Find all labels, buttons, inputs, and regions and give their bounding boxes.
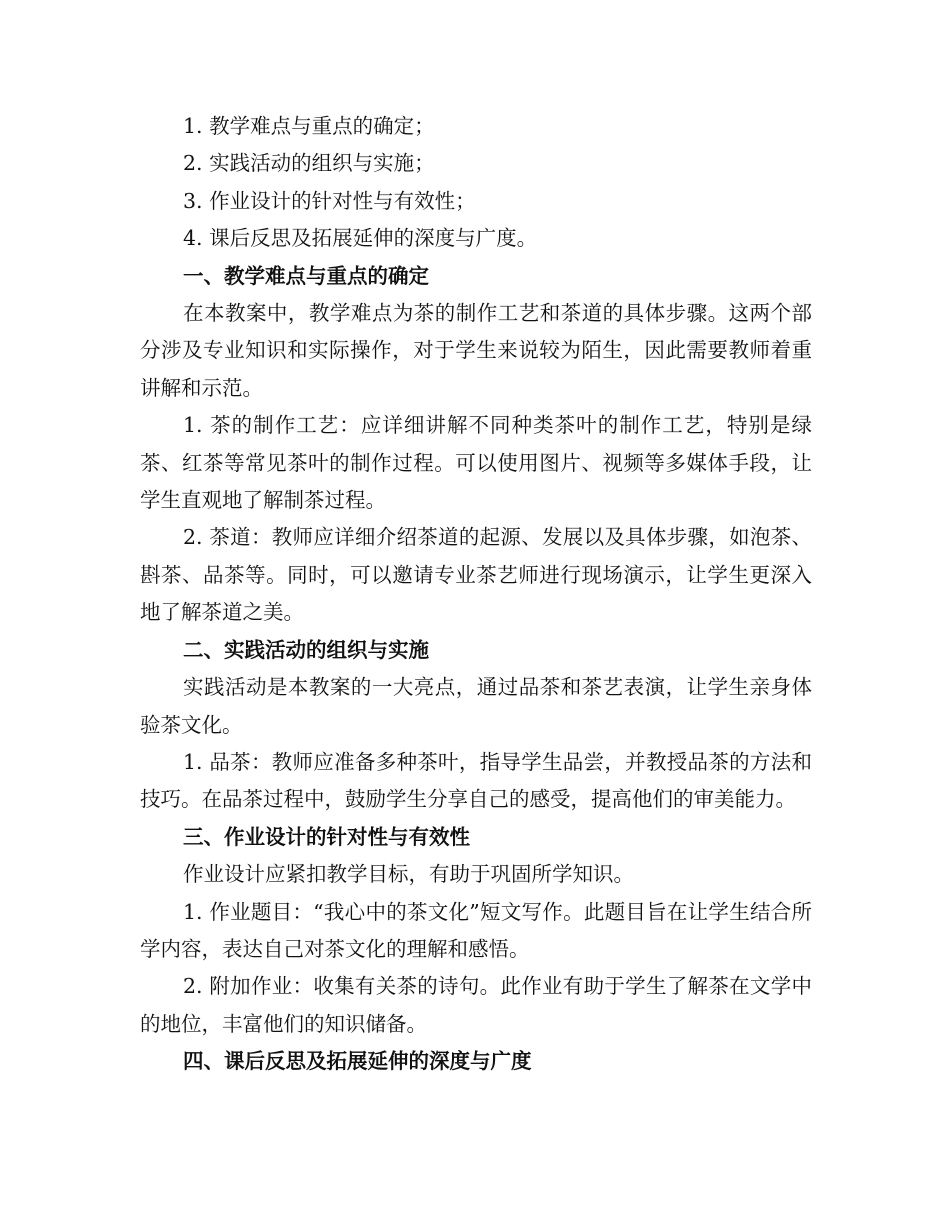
section-3-heading: 三、作业设计的针对性与有效性 [183, 824, 470, 849]
section-1-intro: 在本教案中，教学难点为茶的制作工艺和茶道的具体步骤。这两个部分涉及专业知识和实际操作，对于学生来说较为陌生，因此需要教师着重讲解和示范。 [140, 301, 812, 400]
section-1-heading: 一、教学难点与重点的确定 [183, 263, 429, 288]
toc-item-3: 3. 作业设计的针对性与有效性； [183, 188, 476, 213]
section-3-point-1: 1. 作业题目：“我心中的茶文化”短文写作。此题目旨在让学生结合所学内容，表达自己对茶文化的理解和感悟。 [140, 899, 812, 961]
toc-item-4: 4. 课后反思及拓展延伸的深度与广度。 [183, 226, 538, 251]
section-3-point-2: 2. 附加作业：收集有关茶的诗句。此作业有助于学生了解茶在文学中的地位，丰富他们的知识储备。 [140, 974, 812, 1036]
toc-item-1: 1. 教学难点与重点的确定； [183, 114, 435, 138]
section-2-heading: 二、实践活动的组织与实施 [183, 637, 429, 662]
section-3-intro: 作业设计应紧扣教学目标，有助于巩固所学知识。 [183, 862, 634, 887]
section-2-intro: 实践活动是本教案的一大亮点，通过品茶和茶艺表演，让学生亲身体验茶文化。 [140, 675, 812, 737]
document-body [140, 108, 812, 1081]
section-1-point-2: 2. 茶道：教师应详细介绍茶道的起源、发展以及具体步骤，如泡茶、斟茶、品茶等。同时，可以邀请专业茶艺师进行现场演示，让学生更深入地了解茶道之美。 [140, 525, 812, 625]
section-4-heading: 四、课后反思及拓展延伸的深度与广度 [183, 1049, 532, 1074]
section-1-point-1: 1. 茶的制作工艺：应详细讲解不同种类茶叶的制作工艺，特别是绿茶、红茶等常见茶叶的制作过程。可以使用图片、视频等多媒体手段，让学生直观地了解制茶过程。 [140, 413, 812, 513]
toc-item-2: 2. 实践活动的组织与实施； [183, 151, 435, 176]
section-2-point-1: 1. 品茶：教师应准备多种茶叶，指导学生品尝，并教授品茶的方法和技巧。在品茶过程中，鼓励学生分享自己的感受，提高他们的审美能力。 [140, 749, 812, 812]
